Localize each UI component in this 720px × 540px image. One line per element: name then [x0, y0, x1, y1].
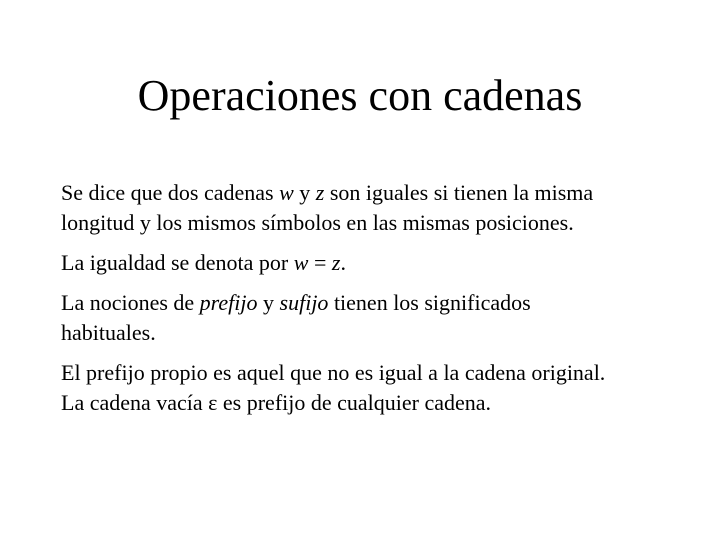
paragraph-equality-notation — [61, 248, 681, 278]
text-segment: son iguales si tienen la misma — [324, 180, 594, 205]
text-segment: Se dice que dos cadenas — [61, 180, 280, 205]
variable-w: w — [279, 180, 294, 205]
text-segment: . — [340, 250, 346, 275]
text-segment: La igualdad se denota por — [61, 250, 294, 275]
paragraph-equality-definition — [61, 178, 681, 238]
text-segment: y — [293, 180, 316, 205]
text-segment: habituales. — [61, 320, 156, 345]
text-segment: La nociones de — [61, 290, 200, 315]
paragraph-prefix-suffix — [61, 288, 681, 348]
variable-z: z — [315, 180, 325, 205]
text-segment: longitud y los mismos símbolos en las mismas posiciones. — [61, 210, 574, 235]
text-segment: tienen los significados — [328, 290, 531, 315]
variable-w: w — [293, 250, 309, 275]
text-segment: = — [308, 250, 332, 275]
text-segment: y — [257, 290, 280, 315]
term-prefijo: prefijo — [199, 290, 258, 315]
paragraph-proper-prefix — [61, 358, 681, 418]
slide-title: Operaciones con cadenas — [137, 71, 583, 120]
variable-z: z — [331, 250, 341, 275]
text-segment: La cadena vacía ε es prefijo de cualquier cadena. — [61, 390, 492, 415]
slide-body — [61, 178, 681, 428]
term-sufijo: sufijo — [279, 290, 329, 315]
text-segment: El prefijo propio es aquel que no es igual a la cadena original. — [61, 360, 606, 385]
